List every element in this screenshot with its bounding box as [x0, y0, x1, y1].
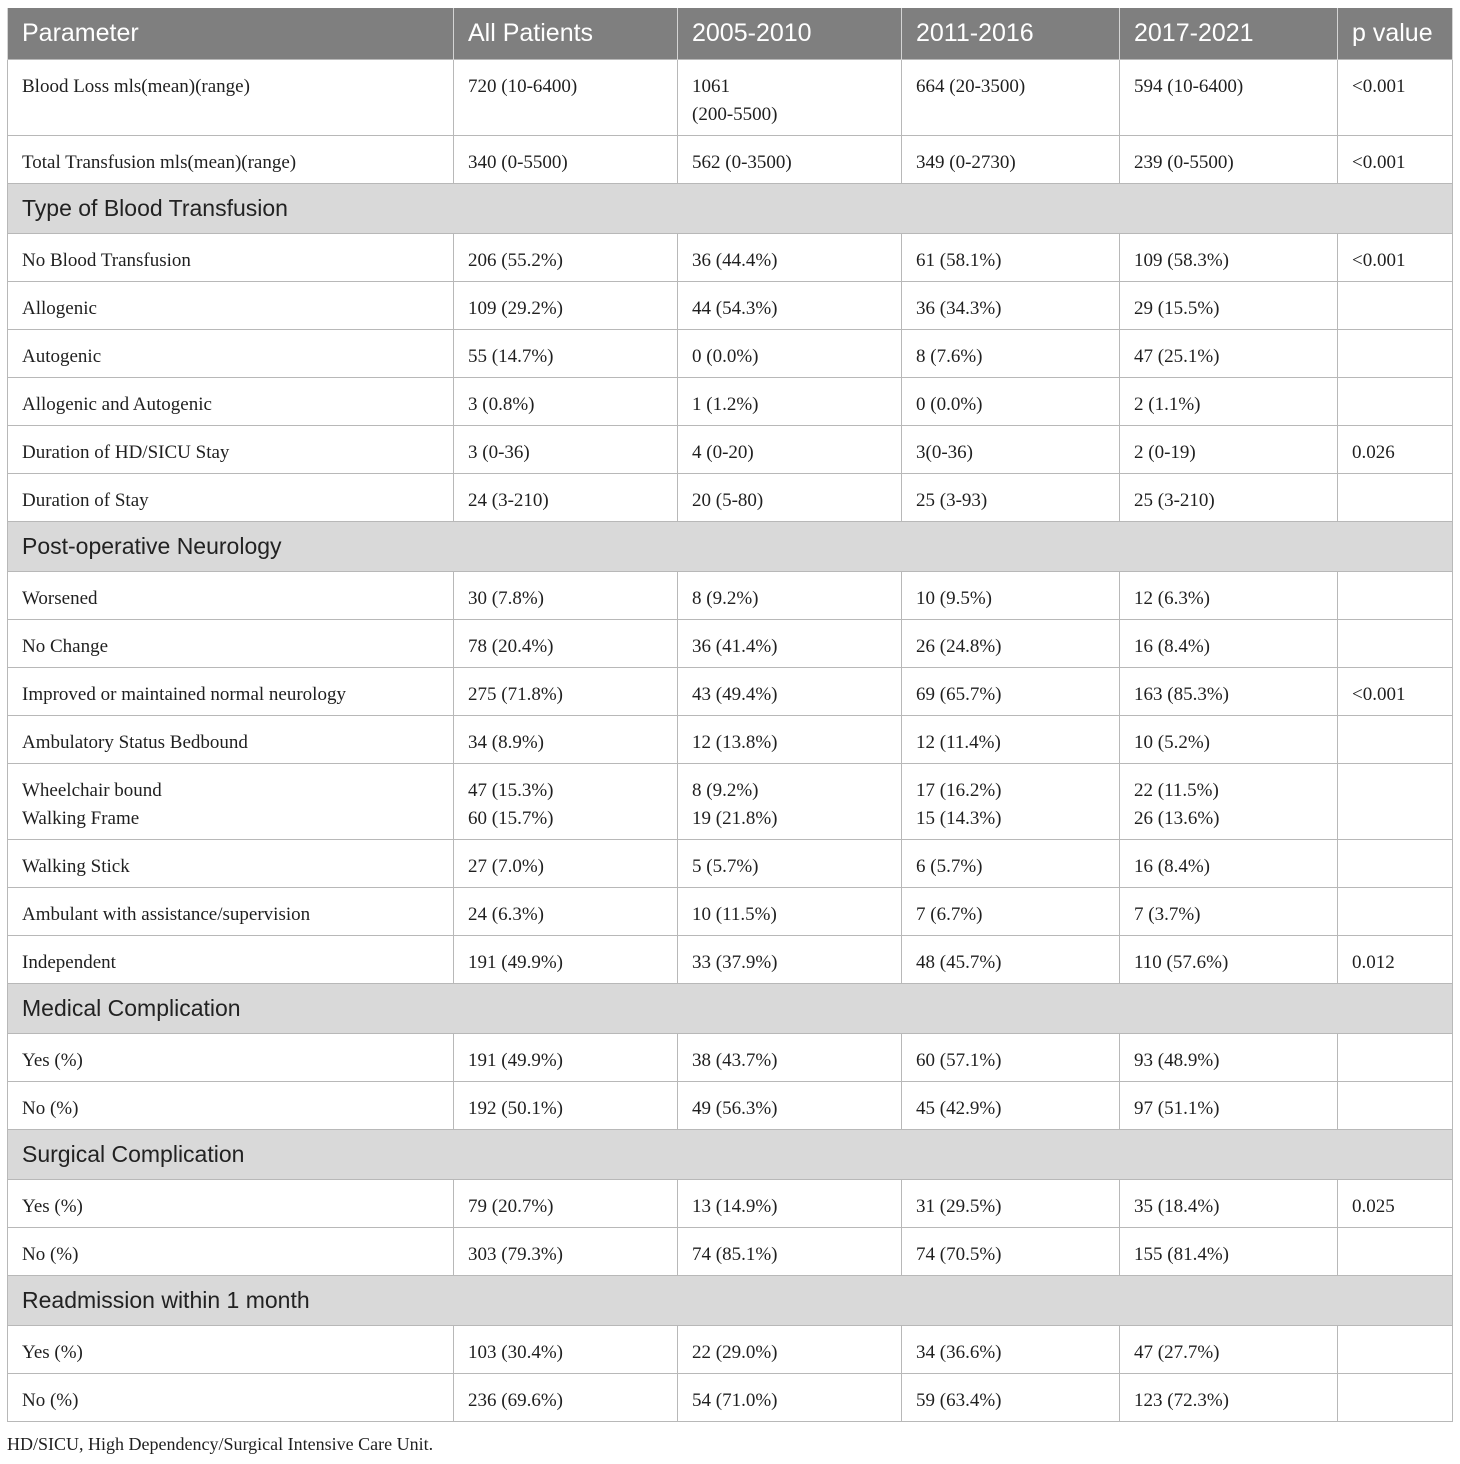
cell-text: 10 (11.5%) — [692, 904, 777, 925]
all-patients-cell — [454, 840, 678, 888]
cell-text: 47 (15.3%) — [468, 780, 554, 801]
cell-text: 0.012 — [1352, 952, 1395, 973]
cell-text: 191 (49.9%) — [468, 1050, 563, 1071]
table-body — [8, 60, 1453, 1422]
cell-text: 44 (54.3%) — [692, 298, 778, 319]
cell-text: 48 (45.7%) — [916, 952, 1002, 973]
parameter-cell — [8, 716, 454, 764]
2017-2021-cell — [1120, 60, 1338, 136]
cell-text: <0.001 — [1352, 152, 1406, 173]
cell-text: 47 (25.1%) — [1134, 346, 1220, 367]
2017-2021-cell — [1120, 426, 1338, 474]
parameter-cell — [8, 888, 454, 936]
table-row — [8, 936, 1453, 984]
cell-text: Ambulant with assistance/supervision — [22, 904, 311, 925]
cell-text: 60 (15.7%) — [468, 808, 554, 829]
2011-2016-cell — [902, 764, 1120, 840]
all-patients-cell — [454, 1082, 678, 1130]
cell-text: 33 (37.9%) — [692, 952, 778, 973]
2005-2010-cell — [678, 1374, 902, 1422]
cell-text: 5 (5.7%) — [692, 856, 759, 877]
cell-text: 20 (5-80) — [692, 490, 764, 511]
cell-text: 45 (42.9%) — [916, 1098, 1002, 1119]
all-patients-cell — [454, 936, 678, 984]
cell-text: 19 (21.8%) — [692, 808, 778, 829]
cell-text: No Change — [22, 636, 109, 657]
cell-text: Worsened — [22, 588, 98, 609]
cell-text: 0 (0.0%) — [692, 346, 759, 367]
p-value-cell — [1338, 1228, 1453, 1276]
2005-2010-cell — [678, 936, 902, 984]
cell-text: (200-5500) — [692, 104, 778, 125]
header-2017-2021: 2017-2021 — [1120, 8, 1338, 60]
cell-text: Independent — [22, 952, 116, 973]
parameter-cell — [8, 378, 454, 426]
all-patients-cell — [454, 234, 678, 282]
2005-2010-cell — [678, 136, 902, 184]
cell-text: 4 (0-20) — [692, 442, 754, 463]
parameter-cell — [8, 1082, 454, 1130]
table-row — [8, 136, 1453, 184]
all-patients-cell — [454, 1034, 678, 1082]
p-value-cell — [1338, 668, 1453, 716]
all-patients-cell — [454, 888, 678, 936]
p-value-cell — [1338, 572, 1453, 620]
cell-text: 109 (29.2%) — [468, 298, 563, 319]
cell-text: 22 (11.5%) — [1134, 780, 1219, 801]
cell-text: 31 (29.5%) — [916, 1196, 1002, 1217]
header-parameter: Parameter — [8, 8, 454, 60]
p-value-cell — [1338, 1326, 1453, 1374]
2011-2016-cell — [902, 716, 1120, 764]
table-row — [8, 1082, 1453, 1130]
2005-2010-cell — [678, 572, 902, 620]
cell-text: 239 (0-5500) — [1134, 152, 1234, 173]
2005-2010-cell — [678, 1180, 902, 1228]
2005-2010-cell — [678, 330, 902, 378]
parameter-cell — [8, 60, 454, 136]
cell-text: 60 (57.1%) — [916, 1050, 1002, 1071]
2011-2016-cell — [902, 620, 1120, 668]
parameter-cell — [8, 572, 454, 620]
cell-text: 103 (30.4%) — [468, 1342, 563, 1363]
parameter-cell — [8, 1374, 454, 1422]
cell-text: 7 (3.7%) — [1134, 904, 1201, 925]
cell-text: 29 (15.5%) — [1134, 298, 1220, 319]
2011-2016-cell — [902, 136, 1120, 184]
parameter-cell — [8, 840, 454, 888]
all-patients-cell — [454, 1374, 678, 1422]
header-p-value: p value — [1338, 8, 1453, 60]
p-value-cell — [1338, 136, 1453, 184]
cell-text: Allogenic — [22, 298, 97, 319]
2017-2021-cell — [1120, 936, 1338, 984]
cell-text: 6 (5.7%) — [916, 856, 983, 877]
table-row — [8, 1374, 1453, 1422]
2005-2010-cell — [678, 1228, 902, 1276]
2017-2021-cell — [1120, 572, 1338, 620]
cell-text: 59 (63.4%) — [916, 1390, 1002, 1411]
cell-text: 25 (3-93) — [916, 490, 988, 511]
2011-2016-cell — [902, 60, 1120, 136]
header-2005-2010: 2005-2010 — [678, 8, 902, 60]
p-value-cell — [1338, 716, 1453, 764]
table-row — [8, 572, 1453, 620]
2017-2021-cell — [1120, 668, 1338, 716]
2005-2010-cell — [678, 60, 902, 136]
all-patients-cell — [454, 60, 678, 136]
2005-2010-cell — [678, 1034, 902, 1082]
cell-text: 8 (9.2%) — [692, 588, 759, 609]
parameter-cell — [8, 282, 454, 330]
cell-text: Duration of HD/SICU Stay — [22, 442, 230, 463]
cell-text: 13 (14.9%) — [692, 1196, 778, 1217]
2017-2021-cell — [1120, 474, 1338, 522]
2017-2021-cell — [1120, 888, 1338, 936]
cell-text: 22 (29.0%) — [692, 1342, 778, 1363]
cell-text: <0.001 — [1352, 76, 1406, 97]
cell-text: 594 (10-6400) — [1134, 76, 1244, 97]
cell-text: Walking Stick — [22, 856, 130, 877]
cell-text: 275 (71.8%) — [468, 684, 563, 705]
table-row — [8, 60, 1453, 136]
cell-text: Walking Frame — [22, 808, 140, 829]
section-header-row — [8, 984, 1453, 1034]
table-row — [8, 474, 1453, 522]
2005-2010-cell — [678, 668, 902, 716]
2005-2010-cell — [678, 840, 902, 888]
p-value-cell — [1338, 1374, 1453, 1422]
2017-2021-cell — [1120, 1228, 1338, 1276]
all-patients-cell — [454, 426, 678, 474]
table-row — [8, 378, 1453, 426]
cell-text: 562 (0-3500) — [692, 152, 792, 173]
table-row — [8, 1228, 1453, 1276]
section-label: Readmission within 1 month — [8, 1276, 1453, 1326]
2017-2021-cell — [1120, 716, 1338, 764]
2017-2021-cell — [1120, 1082, 1338, 1130]
2017-2021-cell — [1120, 1034, 1338, 1082]
cell-text: 191 (49.9%) — [468, 952, 563, 973]
2011-2016-cell — [902, 1180, 1120, 1228]
cell-text: Allogenic and Autogenic — [22, 394, 212, 415]
2005-2010-cell — [678, 888, 902, 936]
cell-text: 61 (58.1%) — [916, 250, 1002, 271]
all-patients-cell — [454, 668, 678, 716]
parameter-cell — [8, 764, 454, 840]
2017-2021-cell — [1120, 1180, 1338, 1228]
2017-2021-cell — [1120, 282, 1338, 330]
parameter-cell — [8, 668, 454, 716]
cell-text: 69 (65.7%) — [916, 684, 1002, 705]
cell-text: 36 (34.3%) — [916, 298, 1002, 319]
parameter-cell — [8, 620, 454, 668]
p-value-cell — [1338, 378, 1453, 426]
table-row — [8, 668, 1453, 716]
all-patients-cell — [454, 136, 678, 184]
cell-text: 1061 — [692, 76, 730, 97]
cell-text: 192 (50.1%) — [468, 1098, 563, 1119]
cell-text: 26 (24.8%) — [916, 636, 1002, 657]
cell-text: Total Transfusion mls(mean)(range) — [22, 152, 297, 173]
all-patients-cell — [454, 1180, 678, 1228]
table-row — [8, 1034, 1453, 1082]
cell-text: Yes (%) — [22, 1342, 83, 1363]
cell-text: 3 (0.8%) — [468, 394, 535, 415]
table-row — [8, 234, 1453, 282]
2011-2016-cell — [902, 234, 1120, 282]
cell-text: 78 (20.4%) — [468, 636, 554, 657]
cell-text: 97 (51.1%) — [1134, 1098, 1220, 1119]
2011-2016-cell — [902, 378, 1120, 426]
all-patients-cell — [454, 716, 678, 764]
p-value-cell — [1338, 764, 1453, 840]
cell-text: 49 (56.3%) — [692, 1098, 778, 1119]
cell-text: 8 (7.6%) — [916, 346, 983, 367]
cell-text: 720 (10-6400) — [468, 76, 578, 97]
2017-2021-cell — [1120, 1374, 1338, 1422]
2005-2010-cell — [678, 1082, 902, 1130]
header-2011-2016: 2011-2016 — [902, 8, 1120, 60]
cell-text: 16 (8.4%) — [1134, 636, 1210, 657]
2011-2016-cell — [902, 1374, 1120, 1422]
2017-2021-cell — [1120, 136, 1338, 184]
cell-text: 236 (69.6%) — [468, 1390, 563, 1411]
outcomes-table-container — [7, 8, 1452, 1422]
cell-text: 10 (9.5%) — [916, 588, 992, 609]
all-patients-cell — [454, 378, 678, 426]
cell-text: Wheelchair bound — [22, 780, 162, 801]
2005-2010-cell — [678, 474, 902, 522]
p-value-cell — [1338, 234, 1453, 282]
2011-2016-cell — [902, 1228, 1120, 1276]
cell-text: 8 (9.2%) — [692, 780, 759, 801]
cell-text: 27 (7.0%) — [468, 856, 544, 877]
cell-text: Improved or maintained normal neurology — [22, 684, 346, 705]
2005-2010-cell — [678, 378, 902, 426]
cell-text: 34 (36.6%) — [916, 1342, 1002, 1363]
cell-text: 12 (6.3%) — [1134, 588, 1210, 609]
cell-text: 163 (85.3%) — [1134, 684, 1229, 705]
table-row — [8, 840, 1453, 888]
2005-2010-cell — [678, 426, 902, 474]
cell-text: 36 (44.4%) — [692, 250, 778, 271]
cell-text: Duration of Stay — [22, 490, 149, 511]
cell-text: 17 (16.2%) — [916, 780, 1002, 801]
2017-2021-cell — [1120, 234, 1338, 282]
2011-2016-cell — [902, 668, 1120, 716]
all-patients-cell — [454, 330, 678, 378]
cell-text: Ambulatory Status Bedbound — [22, 732, 248, 753]
cell-text: No Blood Transfusion — [22, 250, 191, 271]
parameter-cell — [8, 936, 454, 984]
cell-text: Blood Loss mls(mean)(range) — [22, 76, 250, 97]
section-label: Type of Blood Transfusion — [8, 184, 1453, 234]
cell-text: 2 (0-19) — [1134, 442, 1196, 463]
cell-text: 664 (20-3500) — [916, 76, 1026, 97]
cell-text: 110 (57.6%) — [1134, 952, 1229, 973]
outcomes-table — [7, 8, 1453, 1422]
cell-text: 0 (0.0%) — [916, 394, 983, 415]
section-header-row — [8, 184, 1453, 234]
cell-text: No (%) — [22, 1244, 79, 1265]
cell-text: 10 (5.2%) — [1134, 732, 1210, 753]
cell-text: 54 (71.0%) — [692, 1390, 778, 1411]
section-label: Surgical Complication — [8, 1130, 1453, 1180]
cell-text: 155 (81.4%) — [1134, 1244, 1229, 1265]
p-value-cell — [1338, 1082, 1453, 1130]
2011-2016-cell — [902, 936, 1120, 984]
p-value-cell — [1338, 888, 1453, 936]
cell-text: 12 (11.4%) — [916, 732, 1001, 753]
cell-text: 74 (70.5%) — [916, 1244, 1002, 1265]
cell-text: 15 (14.3%) — [916, 808, 1002, 829]
cell-text: 303 (79.3%) — [468, 1244, 563, 1265]
cell-text: 206 (55.2%) — [468, 250, 563, 271]
header-all-patients: All Patients — [454, 8, 678, 60]
all-patients-cell — [454, 572, 678, 620]
2011-2016-cell — [902, 840, 1120, 888]
2011-2016-cell — [902, 572, 1120, 620]
2017-2021-cell — [1120, 620, 1338, 668]
cell-text: 55 (14.7%) — [468, 346, 554, 367]
cell-text: 123 (72.3%) — [1134, 1390, 1229, 1411]
cell-text: 25 (3-210) — [1134, 490, 1215, 511]
cell-text: 26 (13.6%) — [1134, 808, 1220, 829]
cell-text: 3(0-36) — [916, 442, 973, 463]
cell-text: Yes (%) — [22, 1050, 83, 1071]
2011-2016-cell — [902, 1082, 1120, 1130]
cell-text: No (%) — [22, 1390, 79, 1411]
2005-2010-cell — [678, 620, 902, 668]
p-value-cell — [1338, 282, 1453, 330]
cell-text: 35 (18.4%) — [1134, 1196, 1220, 1217]
cell-text: 43 (49.4%) — [692, 684, 778, 705]
table-row — [8, 1180, 1453, 1228]
2011-2016-cell — [902, 282, 1120, 330]
table-row — [8, 716, 1453, 764]
cell-text: 349 (0-2730) — [916, 152, 1016, 173]
parameter-cell — [8, 1326, 454, 1374]
cell-text: 3 (0-36) — [468, 442, 530, 463]
cell-text: 47 (27.7%) — [1134, 1342, 1220, 1363]
table-row — [8, 426, 1453, 474]
2011-2016-cell — [902, 888, 1120, 936]
2005-2010-cell — [678, 716, 902, 764]
p-value-cell — [1338, 1180, 1453, 1228]
p-value-cell — [1338, 60, 1453, 136]
section-label: Post-operative Neurology — [8, 522, 1453, 572]
2011-2016-cell — [902, 1034, 1120, 1082]
2011-2016-cell — [902, 1326, 1120, 1374]
cell-text: 30 (7.8%) — [468, 588, 544, 609]
all-patients-cell — [454, 1228, 678, 1276]
2005-2010-cell — [678, 282, 902, 330]
section-header-row — [8, 1130, 1453, 1180]
cell-text: 340 (0-5500) — [468, 152, 568, 173]
cell-text: 36 (41.4%) — [692, 636, 778, 657]
2017-2021-cell — [1120, 840, 1338, 888]
table-footnote: HD/SICU, High Dependency/Surgical Intensive Care Unit. — [7, 1434, 434, 1454]
2005-2010-cell — [678, 234, 902, 282]
section-header-row — [8, 522, 1453, 572]
cell-text: <0.001 — [1352, 684, 1406, 705]
section-header-row — [8, 1276, 1453, 1326]
table-row — [8, 764, 1453, 840]
2017-2021-cell — [1120, 378, 1338, 426]
p-value-cell — [1338, 936, 1453, 984]
parameter-cell — [8, 1228, 454, 1276]
p-value-cell — [1338, 840, 1453, 888]
parameter-cell — [8, 234, 454, 282]
all-patients-cell — [454, 764, 678, 840]
cell-text: 0.026 — [1352, 442, 1395, 463]
2017-2021-cell — [1120, 330, 1338, 378]
cell-text: 12 (13.8%) — [692, 732, 778, 753]
cell-text: 7 (6.7%) — [916, 904, 983, 925]
all-patients-cell — [454, 1326, 678, 1374]
2005-2010-cell — [678, 1326, 902, 1374]
all-patients-cell — [454, 474, 678, 522]
cell-text: 16 (8.4%) — [1134, 856, 1210, 877]
header-row — [8, 8, 1453, 60]
2017-2021-cell — [1120, 1326, 1338, 1374]
parameter-cell — [8, 330, 454, 378]
all-patients-cell — [454, 282, 678, 330]
2011-2016-cell — [902, 426, 1120, 474]
p-value-cell — [1338, 620, 1453, 668]
cell-text: Yes (%) — [22, 1196, 83, 1217]
parameter-cell — [8, 426, 454, 474]
cell-text: 34 (8.9%) — [468, 732, 544, 753]
parameter-cell — [8, 1034, 454, 1082]
2005-2010-cell — [678, 764, 902, 840]
2011-2016-cell — [902, 330, 1120, 378]
table-row — [8, 888, 1453, 936]
cell-text: <0.001 — [1352, 250, 1406, 271]
cell-text: 24 (3-210) — [468, 490, 549, 511]
parameter-cell — [8, 474, 454, 522]
cell-text: 74 (85.1%) — [692, 1244, 778, 1265]
table-row — [8, 620, 1453, 668]
table-row — [8, 282, 1453, 330]
cell-text: 79 (20.7%) — [468, 1196, 554, 1217]
cell-text: 38 (43.7%) — [692, 1050, 778, 1071]
cell-text: 93 (48.9%) — [1134, 1050, 1220, 1071]
all-patients-cell — [454, 620, 678, 668]
parameter-cell — [8, 1180, 454, 1228]
cell-text: 24 (6.3%) — [468, 904, 544, 925]
p-value-cell — [1338, 330, 1453, 378]
parameter-cell — [8, 136, 454, 184]
section-label: Medical Complication — [8, 984, 1453, 1034]
table-row — [8, 330, 1453, 378]
cell-text: Autogenic — [22, 346, 102, 367]
cell-text: 0.025 — [1352, 1196, 1395, 1217]
cell-text: 1 (1.2%) — [692, 394, 759, 415]
p-value-cell — [1338, 474, 1453, 522]
2017-2021-cell — [1120, 764, 1338, 840]
cell-text: 2 (1.1%) — [1134, 394, 1201, 415]
p-value-cell — [1338, 426, 1453, 474]
cell-text: No (%) — [22, 1098, 79, 1119]
table-row — [8, 1326, 1453, 1374]
cell-text: 109 (58.3%) — [1134, 250, 1229, 271]
p-value-cell — [1338, 1034, 1453, 1082]
2011-2016-cell — [902, 474, 1120, 522]
